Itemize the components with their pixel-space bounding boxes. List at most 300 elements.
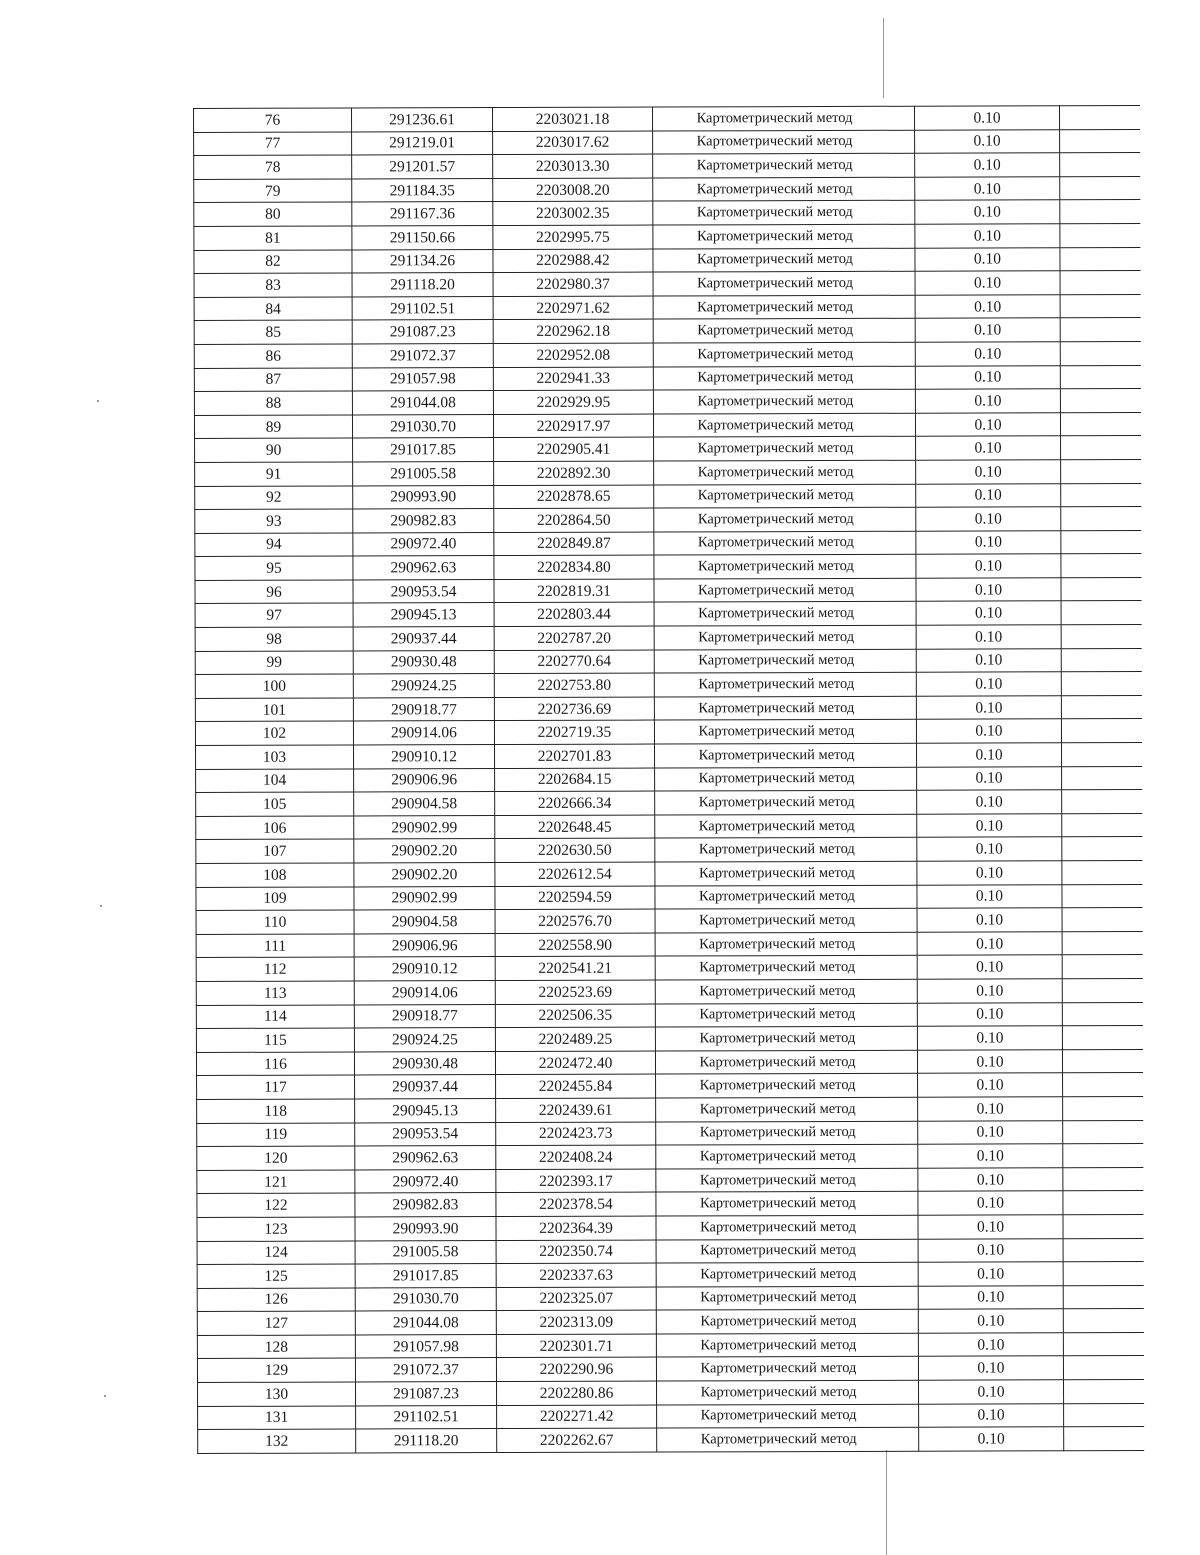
- point-number-cell: 112: [196, 957, 354, 981]
- y-coordinate-cell: 2202753.80: [494, 673, 654, 697]
- point-number-cell: 88: [194, 391, 352, 415]
- method-cell: Картометрический метод: [653, 248, 915, 272]
- point-number-cell: 107: [196, 839, 354, 863]
- y-coordinate-cell: 2202489.25: [495, 1027, 655, 1051]
- y-coordinate-cell: 2202736.69: [494, 697, 654, 721]
- y-coordinate-cell: 2202878.65: [494, 485, 654, 509]
- precision-cell: 0.10: [918, 1333, 1063, 1357]
- precision-cell: 0.10: [915, 342, 1060, 366]
- empty-cell: [1063, 1167, 1143, 1191]
- point-number-cell: 124: [197, 1240, 355, 1264]
- precision-cell: 0.10: [915, 365, 1060, 389]
- empty-cell: [1060, 294, 1140, 318]
- table-row: [195, 436, 1141, 463]
- method-cell: Картометрический метод: [657, 1404, 919, 1428]
- x-coordinate-cell: 291118.20: [352, 273, 493, 297]
- x-coordinate-cell: 290972.40: [355, 1169, 496, 1193]
- x-coordinate-cell: 290914.06: [353, 721, 494, 745]
- precision-cell: 0.10: [916, 601, 1061, 625]
- empty-cell: [1063, 1262, 1143, 1286]
- method-cell: Картометрический метод: [656, 1144, 918, 1168]
- point-number-cell: 127: [197, 1311, 355, 1335]
- y-coordinate-cell: 2202378.54: [496, 1192, 656, 1216]
- table-row: [197, 1191, 1143, 1218]
- table-row: [195, 601, 1141, 628]
- precision-cell: 0.10: [917, 814, 1062, 838]
- x-coordinate-cell: 290918.77: [353, 697, 494, 721]
- precision-cell: 0.10: [919, 1380, 1064, 1404]
- method-cell: Картометрический метод: [656, 1286, 918, 1310]
- x-coordinate-cell: 290924.25: [354, 1028, 495, 1052]
- point-number-cell: 85: [194, 320, 352, 344]
- precision-cell: 0.10: [917, 908, 1062, 932]
- y-coordinate-cell: 2202262.67: [497, 1428, 657, 1452]
- point-number-cell: 108: [196, 863, 354, 887]
- precision-cell: 0.10: [918, 1309, 1063, 1333]
- y-coordinate-cell: 2202905.41: [494, 437, 654, 461]
- method-cell: Картометрический метод: [655, 885, 917, 909]
- y-coordinate-cell: 2202666.34: [495, 791, 655, 815]
- point-number-cell: 91: [195, 462, 353, 486]
- x-coordinate-cell: 290902.20: [354, 839, 495, 863]
- x-coordinate-cell: 290910.12: [354, 745, 495, 769]
- empty-cell: [1060, 153, 1140, 177]
- x-coordinate-cell: 291236.61: [352, 108, 493, 132]
- empty-cell: [1062, 955, 1142, 979]
- table-row: [198, 1427, 1144, 1454]
- table-row: [197, 1262, 1143, 1289]
- method-cell: Картометрический метод: [655, 743, 917, 767]
- y-coordinate-cell: 2202819.31: [494, 579, 654, 603]
- precision-cell: 0.10: [915, 295, 1060, 319]
- table-row: [197, 1238, 1143, 1265]
- method-cell: Картометрический метод: [653, 319, 915, 343]
- table-row: [196, 931, 1142, 958]
- y-coordinate-cell: 2202701.83: [495, 744, 655, 768]
- table-row: [197, 1073, 1143, 1100]
- y-coordinate-cell: 2202952.08: [493, 343, 653, 367]
- precision-cell: 0.10: [916, 554, 1061, 578]
- y-coordinate-cell: 2202337.63: [496, 1263, 656, 1287]
- x-coordinate-cell: 290930.48: [353, 650, 494, 674]
- point-number-cell: 95: [195, 556, 353, 580]
- point-number-cell: 79: [194, 179, 352, 203]
- method-cell: Картометрический метод: [654, 696, 916, 720]
- x-coordinate-cell: 291184.35: [352, 178, 493, 202]
- point-number-cell: 86: [194, 344, 352, 368]
- point-number-cell: 130: [198, 1382, 356, 1406]
- x-coordinate-cell: 290945.13: [353, 603, 494, 627]
- method-cell: Картометрический метод: [654, 672, 916, 696]
- y-coordinate-cell: 2202995.75: [493, 225, 653, 249]
- precision-cell: 0.10: [917, 979, 1062, 1003]
- method-cell: Картометрический метод: [657, 1380, 919, 1404]
- y-coordinate-cell: 2202962.18: [493, 319, 653, 343]
- y-coordinate-cell: 2202439.61: [496, 1098, 656, 1122]
- empty-cell: [1062, 766, 1142, 790]
- y-coordinate-cell: 2202770.64: [494, 650, 654, 674]
- table-row: [197, 1144, 1143, 1171]
- empty-cell: [1062, 837, 1142, 861]
- method-cell: Картометрический метод: [654, 484, 916, 508]
- table-row: [194, 106, 1140, 133]
- precision-cell: 0.10: [916, 719, 1061, 743]
- precision-cell: 0.10: [917, 837, 1062, 861]
- table-row: [198, 1380, 1144, 1407]
- x-coordinate-cell: 291057.98: [355, 1334, 496, 1358]
- point-number-cell: 128: [197, 1335, 355, 1359]
- precision-cell: 0.10: [915, 389, 1060, 413]
- point-number-cell: 121: [197, 1170, 355, 1194]
- x-coordinate-cell: 291044.08: [355, 1311, 496, 1335]
- y-coordinate-cell: 2202803.44: [494, 603, 654, 627]
- empty-cell: [1062, 931, 1142, 955]
- method-cell: Картометрический метод: [653, 342, 915, 366]
- point-number-cell: 98: [195, 627, 353, 651]
- method-cell: Картометрический метод: [655, 1026, 917, 1050]
- point-number-cell: 109: [196, 887, 354, 911]
- precision-cell: 0.10: [915, 247, 1060, 271]
- x-coordinate-cell: 290945.13: [355, 1098, 496, 1122]
- precision-cell: 0.10: [917, 932, 1062, 956]
- point-number-cell: 104: [196, 769, 354, 793]
- y-coordinate-cell: 2202849.87: [494, 532, 654, 556]
- empty-cell: [1063, 1214, 1143, 1238]
- table-row: [195, 483, 1141, 510]
- precision-cell: 0.10: [917, 766, 1062, 790]
- precision-cell: 0.10: [915, 177, 1060, 201]
- x-coordinate-cell: 290937.44: [355, 1075, 496, 1099]
- precision-cell: 0.10: [915, 153, 1060, 177]
- point-number-cell: 117: [197, 1075, 355, 1099]
- x-coordinate-cell: 290953.54: [353, 579, 494, 603]
- method-cell: Картометрический метод: [656, 1262, 918, 1286]
- table-row: [197, 1356, 1143, 1383]
- method-cell: Картометрический метод: [656, 1333, 918, 1357]
- x-coordinate-cell: 291057.98: [352, 367, 493, 391]
- x-coordinate-cell: 290904.58: [354, 792, 495, 816]
- y-coordinate-cell: 2202941.33: [493, 367, 653, 391]
- table-row: [196, 743, 1142, 770]
- table-row: [196, 813, 1142, 840]
- empty-cell: [1061, 648, 1141, 672]
- precision-cell: 0.10: [917, 955, 1062, 979]
- method-cell: Картометрический метод: [657, 1427, 919, 1451]
- point-number-cell: 114: [196, 1005, 354, 1029]
- point-number-cell: 93: [195, 509, 353, 533]
- x-coordinate-cell: 290972.40: [353, 532, 494, 556]
- point-number-cell: 102: [195, 721, 353, 745]
- point-number-cell: 103: [196, 745, 354, 769]
- x-coordinate-cell: 291030.70: [355, 1287, 496, 1311]
- table-row: [197, 1120, 1143, 1147]
- precision-cell: 0.10: [917, 884, 1062, 908]
- point-number-cell: 123: [197, 1217, 355, 1241]
- y-coordinate-cell: 2202506.35: [495, 1004, 655, 1028]
- table-row: [194, 200, 1140, 227]
- x-coordinate-cell: 291102.51: [356, 1405, 497, 1429]
- point-number-cell: 131: [198, 1406, 356, 1430]
- precision-cell: 0.10: [918, 1285, 1063, 1309]
- x-coordinate-cell: 291044.08: [352, 391, 493, 415]
- x-coordinate-cell: 291167.36: [352, 202, 493, 226]
- point-number-cell: 115: [196, 1028, 354, 1052]
- method-cell: Картометрический метод: [656, 1310, 918, 1334]
- table-row: [196, 884, 1142, 911]
- table-row: [197, 1214, 1143, 1241]
- empty-cell: [1060, 200, 1140, 224]
- precision-cell: 0.10: [916, 483, 1061, 507]
- table-row: [196, 978, 1142, 1005]
- method-cell: Картометрический метод: [654, 720, 916, 744]
- empty-cell: [1061, 554, 1141, 578]
- y-coordinate-cell: 2202988.42: [493, 249, 653, 273]
- empty-cell: [1063, 1356, 1143, 1380]
- scan-speck: [104, 1395, 106, 1397]
- precision-cell: 0.10: [916, 578, 1061, 602]
- method-cell: Картометрический метод: [655, 979, 917, 1003]
- table-row: [196, 1049, 1142, 1076]
- scan-margin-mark: [883, 18, 884, 98]
- method-cell: Картометрический метод: [654, 531, 916, 555]
- table-row: [195, 507, 1141, 534]
- x-coordinate-cell: 290910.12: [354, 957, 495, 981]
- precision-cell: 0.10: [916, 507, 1061, 531]
- table-row: [194, 389, 1140, 416]
- method-cell: Картометрический метод: [654, 460, 916, 484]
- empty-cell: [1061, 625, 1141, 649]
- precision-cell: 0.10: [917, 1002, 1062, 1026]
- method-cell: Картометрический метод: [655, 908, 917, 932]
- point-number-cell: 105: [196, 792, 354, 816]
- precision-cell: 0.10: [918, 1356, 1063, 1380]
- precision-cell: 0.10: [918, 1097, 1063, 1121]
- empty-cell: [1060, 389, 1140, 413]
- table-row: [195, 625, 1141, 652]
- empty-cell: [1063, 1073, 1143, 1097]
- method-cell: Картометрический метод: [653, 153, 915, 177]
- point-number-cell: 81: [194, 226, 352, 250]
- point-number-cell: 77: [194, 132, 352, 156]
- empty-cell: [1060, 223, 1140, 247]
- method-cell: Картометрический метод: [655, 932, 917, 956]
- point-number-cell: 116: [196, 1052, 354, 1076]
- table-row: [196, 837, 1142, 864]
- point-number-cell: 113: [196, 981, 354, 1005]
- point-number-cell: 89: [194, 415, 352, 439]
- table-row: [196, 1002, 1142, 1029]
- point-number-cell: 120: [197, 1146, 355, 1170]
- precision-cell: 0.10: [915, 318, 1060, 342]
- table-row: [196, 790, 1142, 817]
- y-coordinate-cell: 2202280.86: [497, 1381, 657, 1405]
- precision-cell: 0.10: [915, 200, 1060, 224]
- y-coordinate-cell: 2202929.95: [493, 390, 653, 414]
- empty-cell: [1062, 1049, 1142, 1073]
- x-coordinate-cell: 291072.37: [355, 1358, 496, 1382]
- point-number-cell: 101: [195, 698, 353, 722]
- point-number-cell: 129: [197, 1358, 355, 1382]
- method-cell: Картометрический метод: [655, 1050, 917, 1074]
- method-cell: Картометрический метод: [656, 1121, 918, 1145]
- x-coordinate-cell: 291005.58: [355, 1240, 496, 1264]
- table-row: [196, 766, 1142, 793]
- table-row: [195, 719, 1141, 746]
- y-coordinate-cell: 2202325.07: [496, 1287, 656, 1311]
- empty-cell: [1063, 1096, 1143, 1120]
- table-row: [196, 1026, 1142, 1053]
- point-number-cell: 99: [195, 651, 353, 675]
- precision-cell: 0.10: [916, 696, 1061, 720]
- empty-cell: [1063, 1332, 1143, 1356]
- method-cell: Картометрический метод: [655, 1003, 917, 1027]
- y-coordinate-cell: 2202612.54: [495, 862, 655, 886]
- method-cell: Картометрический метод: [656, 1192, 918, 1216]
- y-coordinate-cell: 2202408.24: [496, 1145, 656, 1169]
- y-coordinate-cell: 2202892.30: [494, 461, 654, 485]
- y-coordinate-cell: 2202393.17: [496, 1169, 656, 1193]
- y-coordinate-cell: 2202971.62: [493, 296, 653, 320]
- method-cell: Картометрический метод: [656, 1097, 918, 1121]
- y-coordinate-cell: 2202455.84: [496, 1074, 656, 1098]
- scan-speck: [97, 400, 99, 402]
- empty-cell: [1060, 271, 1140, 295]
- y-coordinate-cell: 2202558.90: [495, 933, 655, 957]
- point-number-cell: 106: [196, 816, 354, 840]
- y-coordinate-cell: 2202541.21: [495, 956, 655, 980]
- x-coordinate-cell: 290906.96: [354, 933, 495, 957]
- precision-cell: 0.10: [918, 1144, 1063, 1168]
- table-row: [196, 908, 1142, 935]
- precision-cell: 0.10: [919, 1403, 1064, 1427]
- method-cell: Картометрический метод: [656, 1239, 918, 1263]
- table-row: [195, 648, 1141, 675]
- table-row: [195, 695, 1141, 722]
- x-coordinate-cell: 290930.48: [354, 1051, 495, 1075]
- table-row: [195, 577, 1141, 604]
- empty-cell: [1061, 601, 1141, 625]
- precision-cell: 0.10: [917, 1050, 1062, 1074]
- x-coordinate-cell: 291005.58: [353, 461, 494, 485]
- point-number-cell: 87: [194, 368, 352, 392]
- table-row: [196, 955, 1142, 982]
- method-cell: Картометрический метод: [656, 1074, 918, 1098]
- x-coordinate-cell: 290918.77: [354, 1004, 495, 1028]
- y-coordinate-cell: 2202648.45: [495, 815, 655, 839]
- method-cell: Картометрический метод: [653, 201, 915, 225]
- empty-cell: [1060, 176, 1140, 200]
- x-coordinate-cell: 291118.20: [356, 1429, 497, 1453]
- precision-cell: 0.10: [914, 106, 1059, 130]
- table-row: [195, 672, 1141, 699]
- x-coordinate-cell: 290902.99: [354, 815, 495, 839]
- precision-cell: 0.10: [915, 412, 1060, 436]
- point-number-cell: 94: [195, 533, 353, 557]
- empty-cell: [1060, 318, 1140, 342]
- x-coordinate-cell: 290904.58: [354, 910, 495, 934]
- precision-cell: 0.10: [918, 1262, 1063, 1286]
- method-cell: Картометрический метод: [653, 413, 915, 437]
- precision-cell: 0.10: [918, 1215, 1063, 1239]
- method-cell: Картометрический метод: [653, 295, 915, 319]
- method-cell: Картометрический метод: [654, 625, 916, 649]
- method-cell: Картометрический метод: [653, 224, 915, 248]
- x-coordinate-cell: 290962.63: [355, 1146, 496, 1170]
- x-coordinate-cell: 291087.23: [356, 1382, 497, 1406]
- method-cell: Картометрический метод: [655, 767, 917, 791]
- point-number-cell: 84: [194, 297, 352, 321]
- x-coordinate-cell: 290982.83: [353, 509, 494, 533]
- y-coordinate-cell: 2202472.40: [495, 1051, 655, 1075]
- precision-cell: 0.10: [918, 1191, 1063, 1215]
- empty-cell: [1059, 106, 1139, 130]
- empty-cell: [1062, 908, 1142, 932]
- empty-cell: [1063, 1380, 1143, 1404]
- y-coordinate-cell: 2202301.71: [496, 1334, 656, 1358]
- empty-cell: [1063, 1191, 1143, 1215]
- y-coordinate-cell: 2203017.62: [493, 131, 653, 155]
- empty-cell: [1061, 483, 1141, 507]
- point-number-cell: 111: [196, 934, 354, 958]
- table-row: [194, 365, 1140, 392]
- empty-cell: [1060, 365, 1140, 389]
- x-coordinate-cell: 291030.70: [352, 414, 493, 438]
- empty-cell: [1062, 861, 1142, 885]
- precision-cell: 0.10: [918, 1120, 1063, 1144]
- precision-cell: 0.10: [916, 436, 1061, 460]
- method-cell: Картометрический метод: [656, 1357, 918, 1381]
- x-coordinate-cell: 291087.23: [352, 320, 493, 344]
- empty-cell: [1061, 719, 1141, 743]
- precision-cell: 0.10: [916, 460, 1061, 484]
- empty-cell: [1064, 1427, 1144, 1451]
- table-row: [194, 176, 1140, 203]
- precision-cell: 0.10: [918, 1167, 1063, 1191]
- precision-cell: 0.10: [918, 1073, 1063, 1097]
- empty-cell: [1062, 813, 1142, 837]
- method-cell: Картометрический метод: [653, 271, 915, 295]
- x-coordinate-cell: 291017.85: [353, 438, 494, 462]
- x-coordinate-cell: 291150.66: [352, 226, 493, 250]
- table-row: [195, 530, 1141, 557]
- coordinates-table-body: [194, 106, 1144, 1454]
- y-coordinate-cell: 2202864.50: [494, 508, 654, 532]
- coordinates-table: [193, 105, 1144, 1454]
- method-cell: Картометрический метод: [653, 177, 915, 201]
- y-coordinate-cell: 2203013.30: [493, 154, 653, 178]
- point-number-cell: 82: [194, 250, 352, 274]
- precision-cell: 0.10: [919, 1427, 1064, 1451]
- precision-cell: 0.10: [916, 743, 1061, 767]
- point-number-cell: 80: [194, 202, 352, 226]
- y-coordinate-cell: 2202917.97: [493, 414, 653, 438]
- method-cell: Картометрический метод: [654, 555, 916, 579]
- y-coordinate-cell: 2203021.18: [493, 107, 653, 131]
- empty-cell: [1061, 672, 1141, 696]
- table-row: [195, 554, 1141, 581]
- x-coordinate-cell: 290993.90: [355, 1216, 496, 1240]
- table-row: [197, 1309, 1143, 1336]
- x-coordinate-cell: 291102.51: [352, 296, 493, 320]
- y-coordinate-cell: 2202834.80: [494, 555, 654, 579]
- table-row: [194, 247, 1140, 274]
- empty-cell: [1060, 247, 1140, 271]
- y-coordinate-cell: 2202719.35: [494, 720, 654, 744]
- x-coordinate-cell: 290914.06: [354, 981, 495, 1005]
- precision-cell: 0.10: [916, 530, 1061, 554]
- method-cell: Картометрический метод: [654, 507, 916, 531]
- method-cell: Картометрический метод: [653, 130, 915, 154]
